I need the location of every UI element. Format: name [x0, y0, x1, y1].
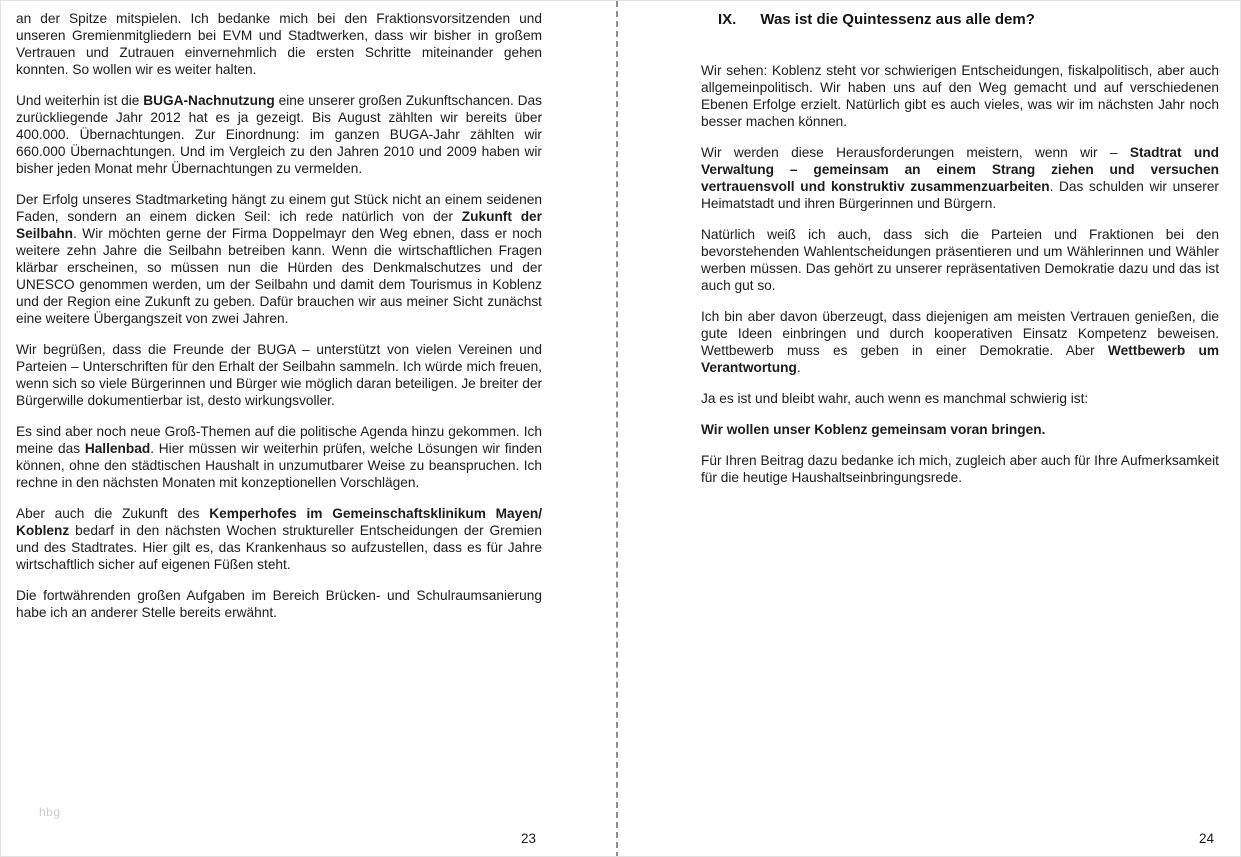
page-divider: [616, 1, 618, 857]
paragraph-text: bedarf in den nächsten Wochen struktureller Entscheidungen der Gremien und des Stadtrates. Hier gilt es, das Krankenhaus so aufzustellen, dass es für Jahre wirtschaftlich sicher auf eigenen Füßen steht.: [16, 523, 542, 572]
paragraph-text-bold: BUGA-Nachnutzung: [143, 93, 275, 108]
paragraph-text-bold: Hallenbad: [84, 441, 151, 456]
paragraph: [16, 10, 542, 78]
paragraph-text: Wir werden diese Herausforderungen meistern, wenn wir –: [701, 145, 1130, 160]
paragraph-text: Und weiterhin ist die: [16, 93, 144, 108]
paragraph: [701, 452, 1219, 486]
paragraph-text: Es sind aber noch neue Groß-Themen auf die politische Agenda hinzu gekommen. Ich meine das: [16, 424, 542, 456]
paragraph: [701, 421, 1219, 438]
paragraph-text-bold: Stadtrat und Verwaltung – gemeinsam an einem Strang ziehen und versuchen vertrauensvoll und konstruktiv zusammenzuarbeiten: [701, 145, 1219, 194]
paragraph-text: .: [796, 360, 801, 375]
paragraph: [701, 308, 1219, 376]
paragraph: [16, 191, 542, 327]
paragraph-text: Wir begrüßen, dass die Freunde der BUGA – unterstützt von vielen Vereinen und Parteien – Unterschriften für den Erhalt der Seilbahn sammeln. Ich würde mich freuen, wenn sich so viele Bürgerinnen und Bürger wie möglich daran beteiligen. Je breiter der Bürgerwille dokumentierbar ist, desto wirkungsvoller.: [16, 342, 542, 408]
paragraph: [701, 62, 1219, 130]
paragraph-text: Ja es ist und bleibt wahr, auch wenn es manchmal schwierig ist:: [701, 391, 1089, 406]
section-heading: [718, 11, 1035, 28]
paragraph: [16, 423, 542, 491]
page-number-right: 24: [1198, 831, 1214, 846]
paragraph: [701, 226, 1219, 294]
paragraph-text: eine unserer großen Zukunftschancen. Das zurückliegende Jahr 2012 hat es ja gezeigt. Bis August zählten wir bereits über 400.000. Übernachtungen. Zur Einordnung: im ganzen BUGA-Jahr zählten wir 660.000 Übernachtungen. Und im Vergleich zu den Jahren 2010 und 2009 haben wir bisher jeden Monat mehr Übernachtungen zu vermelden.: [16, 93, 542, 176]
paragraph: [16, 92, 542, 177]
paragraph-text: . Hier müssen wir weiterhin prüfen, welche Lösungen wir finden können, ohne den städtischen Haushalt in unzumutbarer Weise zu beanspruchen. Ich rechne in den nächsten Monaten mit konzeptionellen Vorschlägen.: [16, 441, 542, 490]
paragraph-text: Für Ihren Beitrag dazu bedanke ich mich, zugleich aber auch für Ihre Aufmerksamkeit für die heutige Haushaltseinbringungsrede.: [701, 453, 1219, 485]
paragraph-text: . Das schulden wir unserer Heimatstadt und ihren Bürgerinnen und Bürgern.: [701, 179, 1219, 211]
paragraph-text-bold: Wir wollen unser Koblenz gemeinsam voran bringen.: [701, 422, 1046, 437]
paragraph: [701, 390, 1219, 407]
page-right-content: [701, 62, 1219, 500]
paragraph-text: Ich bin aber davon überzeugt, dass diejenigen am meisten Vertrauen genießen, die gute Ideen einbringen und durch kooperativen Einsatz Kompetenz beweisen. Wettbewerb muss es geben in einer Demokratie. Aber: [701, 309, 1219, 358]
paragraph-text: Wir sehen: Koblenz steht vor schwierigen Entscheidungen, fiskalpolitisch, aber auch allgemeinpolitisch. Wir haben uns auf den Weg gemacht und auf verschiedenen Ebenen Erfolge erzielt. Natürlich gibt es auch vieles, was wir im nächsten Jahr noch besser machen können.: [701, 63, 1219, 129]
paragraph-text: Der Erfolg unseres Stadtmarketing hängt zu einem gut Stück nicht an einem seidenen Faden, sondern an einem dicken Seil: ich rede natürlich von der: [16, 192, 542, 224]
paragraph: [16, 341, 542, 409]
section-title: Was ist die Quintessenz aus alle dem?: [760, 11, 1035, 28]
section-number: IX.: [718, 11, 737, 28]
paragraph-text: Aber auch die Zukunft des: [16, 506, 210, 521]
paragraph-text-bold: Zukunft der Seilbahn: [16, 209, 542, 241]
paragraph-text: . Wir möchten gerne der Firma Doppelmayr den Weg ebnen, dass er noch weitere zehn Jahre die Seilbahn betreiben kann. Wenn die wirtschaftlichen Fragen klärbar erscheinen, so müssen nun die Hürden des Denkmalschutzes und der UNESCO genommen werden, um der Seilbahn und damit dem Tourismus in Koblenz und der Region eine Zukunft zu geben. Dafür brauchen wir aus meiner Sicht zunächst eine weitere Übergangszeit von zwei Jahren.: [16, 226, 542, 326]
paragraph: [16, 505, 542, 573]
paragraph-text: an der Spitze mitspielen. Ich bedanke mich bei den Fraktionsvorsitzenden und unseren Gremienmitgliedern bei EVM und Stadtwerken, dass wir bisher in großem Vertrauen und Zutrauen einvernehmlich die ersten Schritte miteinander gehen konnten. So wollen wir es weiter halten.: [16, 11, 542, 77]
paragraph-text-bold: Kemperhofes im Gemeinschaftsklinikum Mayen/ Koblenz: [16, 506, 543, 538]
paragraph-text: Natürlich weiß ich auch, dass sich die Parteien und Fraktionen bei den bevorstehenden Wahlentscheidungen präsentieren und um Wählerinnen und Wähler werben müssen. Das gehört zu unserer repräsentativen Demokratie dazu und das ist auch gut so.: [701, 227, 1219, 293]
paragraph-text: Die fortwährenden großen Aufgaben im Bereich Brücken- und Schulraumsanierung habe ich an anderer Stelle bereits erwähnt.: [16, 588, 542, 620]
paragraph: [16, 587, 542, 621]
page-number-left: 23: [520, 831, 536, 846]
watermark: hbg: [39, 805, 61, 819]
paragraph: [701, 144, 1219, 212]
page-left-content: [16, 10, 542, 635]
paragraph-text-bold: Wettbewerb um Verantwortung: [701, 343, 1220, 375]
